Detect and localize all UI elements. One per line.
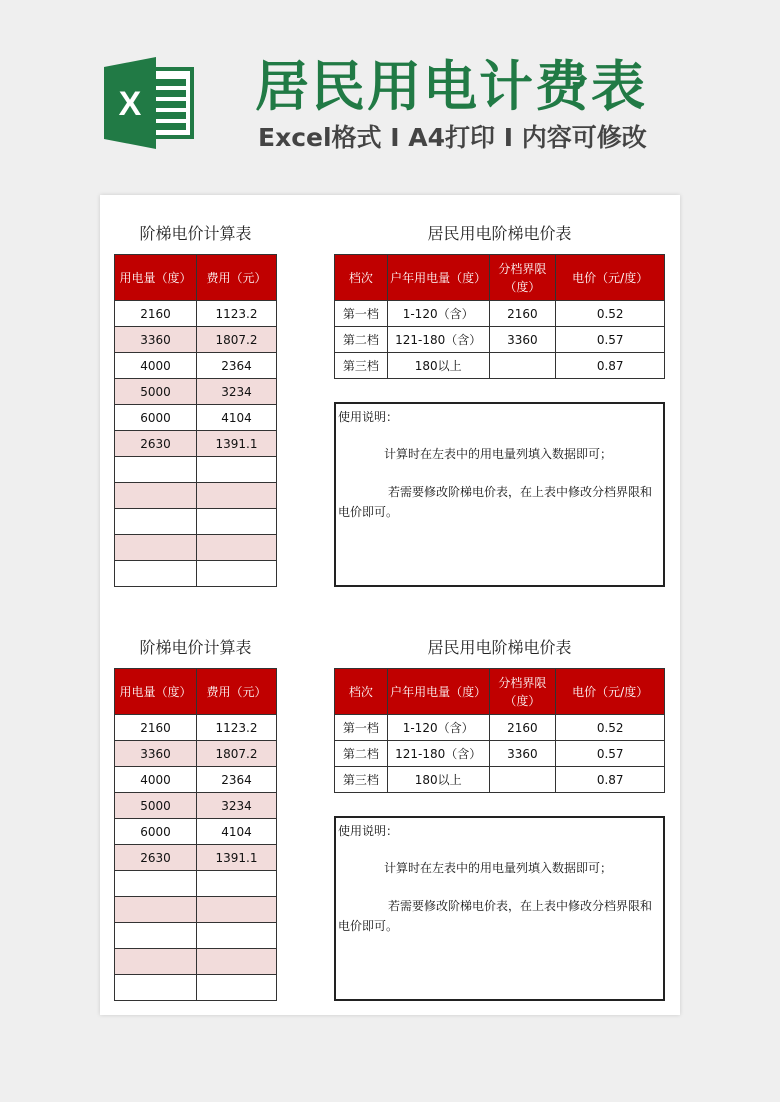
table-row (115, 949, 277, 975)
column-header: 分档界限（度） (489, 255, 556, 301)
price-table-title: 居民用电阶梯电价表 (427, 638, 572, 657)
table-row (115, 845, 277, 871)
table-cell[interactable] (115, 949, 197, 975)
table-row (115, 715, 277, 741)
table-cell[interactable]: 2160 (115, 715, 197, 741)
column-header: 分档界限（度） (489, 669, 556, 715)
table-cell[interactable]: 第二档 (335, 741, 388, 767)
table-cell[interactable]: 1807.2 (197, 327, 277, 353)
calc-table-title: 阶梯电价计算表 (139, 224, 252, 243)
table-row (115, 793, 277, 819)
table-row (115, 741, 277, 767)
table-cell[interactable]: 2160 (489, 301, 556, 327)
table-cell[interactable]: 2630 (115, 845, 197, 871)
column-header: 档次 (335, 255, 388, 301)
table-cell[interactable]: 0.87 (556, 767, 665, 793)
table-cell[interactable]: 5000 (115, 379, 197, 405)
table-cell[interactable]: 第一档 (335, 301, 388, 327)
table-cell[interactable] (489, 767, 556, 793)
table-row (115, 561, 277, 587)
table-cell[interactable]: 121-180（含） (387, 327, 489, 353)
table-cell[interactable]: 第三档 (335, 767, 388, 793)
table-cell[interactable]: 3234 (197, 379, 277, 405)
table-cell[interactable] (115, 975, 197, 1001)
calc-table-title: 阶梯电价计算表 (139, 638, 252, 657)
notes-line: 若需要修改阶梯电价表，在上表中修改分档界限和电价即可。 (338, 899, 653, 933)
table-cell[interactable]: 第二档 (335, 327, 388, 353)
table-cell[interactable] (115, 923, 197, 949)
table-cell[interactable] (197, 871, 277, 897)
table-cell[interactable] (115, 561, 197, 587)
table-row (115, 301, 277, 327)
table-cell[interactable] (197, 535, 277, 561)
table-cell[interactable]: 2630 (115, 431, 197, 457)
column-header: 户年用电量（度） (387, 669, 489, 715)
table-row (115, 819, 277, 845)
table-cell[interactable] (197, 561, 277, 587)
table-row (115, 923, 277, 949)
table-row (115, 897, 277, 923)
table-row (115, 483, 277, 509)
table-cell[interactable] (115, 457, 197, 483)
table-cell[interactable] (115, 871, 197, 897)
table-row (335, 353, 665, 379)
table-cell[interactable]: 121-180（含） (387, 741, 489, 767)
table-cell[interactable]: 1391.1 (197, 431, 277, 457)
table-cell[interactable] (197, 897, 277, 923)
usage-notes-box (334, 402, 665, 587)
table-cell[interactable]: 3360 (489, 327, 556, 353)
notes-line: 若需要修改阶梯电价表，在上表中修改分档界限和电价即可。 (338, 485, 653, 519)
table-row (115, 535, 277, 561)
table-cell[interactable]: 2364 (197, 767, 277, 793)
table-cell[interactable]: 180以上 (387, 767, 489, 793)
table-cell[interactable]: 1391.1 (197, 845, 277, 871)
table-row (335, 767, 665, 793)
table-cell[interactable]: 4000 (115, 353, 197, 379)
table-cell[interactable]: 第一档 (335, 715, 388, 741)
table-row (335, 327, 665, 353)
table-cell[interactable]: 5000 (115, 793, 197, 819)
table-cell[interactable]: 3360 (115, 741, 197, 767)
column-header: 费用（元） (197, 255, 277, 301)
table-cell[interactable]: 1-120（含） (387, 301, 489, 327)
table-row (115, 405, 277, 431)
table-row (115, 379, 277, 405)
table-cell[interactable]: 2160 (489, 715, 556, 741)
table-cell[interactable]: 0.57 (556, 327, 665, 353)
table-row (115, 457, 277, 483)
usage-notes-box (334, 816, 665, 1001)
table-cell[interactable]: 第三档 (335, 353, 388, 379)
notes-line: 计算时在左表中的用电量列填入数据即可； (384, 861, 613, 875)
table-row (115, 509, 277, 535)
price-table (334, 668, 665, 793)
column-header: 用电量（度） (115, 255, 197, 301)
logo-letter: X (118, 85, 142, 123)
table-cell[interactable] (115, 535, 197, 561)
column-header: 用电量（度） (115, 669, 197, 715)
table-cell[interactable]: 3234 (197, 793, 277, 819)
spreadsheet-page (100, 195, 680, 1015)
table-row (115, 871, 277, 897)
table-cell[interactable]: 0.57 (556, 741, 665, 767)
table-cell[interactable] (489, 353, 556, 379)
table-cell[interactable]: 6000 (115, 819, 197, 845)
table-row (115, 767, 277, 793)
calc-table (114, 254, 277, 587)
table-row (335, 715, 665, 741)
price-table (334, 254, 665, 379)
excel-logo-icon (100, 55, 196, 151)
table-cell[interactable] (197, 457, 277, 483)
page-title: 居民用电计费表 (255, 55, 647, 118)
table-cell[interactable]: 0.52 (556, 715, 665, 741)
table-cell[interactable] (115, 897, 197, 923)
table-cell[interactable] (115, 509, 197, 535)
table-cell[interactable]: 6000 (115, 405, 197, 431)
table-cell[interactable] (197, 949, 277, 975)
notes-line: 计算时在左表中的用电量列填入数据即可； (384, 447, 613, 461)
table-cell[interactable]: 2160 (115, 301, 197, 327)
table-cell[interactable]: 3360 (489, 741, 556, 767)
sheet-section (100, 609, 680, 1009)
calc-table (114, 668, 277, 1001)
table-row (115, 327, 277, 353)
table-cell[interactable]: 180以上 (387, 353, 489, 379)
table-row (115, 431, 277, 457)
notes-heading: 使用说明： (338, 410, 399, 424)
table-cell[interactable] (197, 923, 277, 949)
column-header: 户年用电量（度） (387, 255, 489, 301)
column-header: 费用（元） (197, 669, 277, 715)
table-cell[interactable]: 1123.2 (197, 301, 277, 327)
table-cell[interactable]: 1123.2 (197, 715, 277, 741)
page-subtitle: Excel格式 I A4打印 I 内容可修改 (258, 123, 647, 152)
table-cell[interactable] (115, 483, 197, 509)
notes-heading: 使用说明： (338, 824, 399, 838)
table-cell[interactable]: 0.87 (556, 353, 665, 379)
column-header: 电价（元/度） (556, 669, 665, 715)
column-header: 电价（元/度） (556, 255, 665, 301)
column-header: 档次 (335, 669, 388, 715)
price-table-title: 居民用电阶梯电价表 (427, 224, 572, 243)
table-row (115, 353, 277, 379)
sheet-section (100, 195, 680, 595)
table-cell[interactable]: 2364 (197, 353, 277, 379)
table-row (115, 975, 277, 1001)
table-cell[interactable]: 4000 (115, 767, 197, 793)
table-cell[interactable]: 4104 (197, 405, 277, 431)
table-row (335, 301, 665, 327)
table-row (335, 741, 665, 767)
table-cell[interactable]: 4104 (197, 819, 277, 845)
table-cell[interactable] (197, 483, 277, 509)
table-cell[interactable]: 1-120（含） (387, 715, 489, 741)
table-cell[interactable]: 0.52 (556, 301, 665, 327)
table-cell[interactable]: 3360 (115, 327, 197, 353)
table-cell[interactable] (197, 509, 277, 535)
table-cell[interactable] (197, 975, 277, 1001)
table-cell[interactable]: 1807.2 (197, 741, 277, 767)
